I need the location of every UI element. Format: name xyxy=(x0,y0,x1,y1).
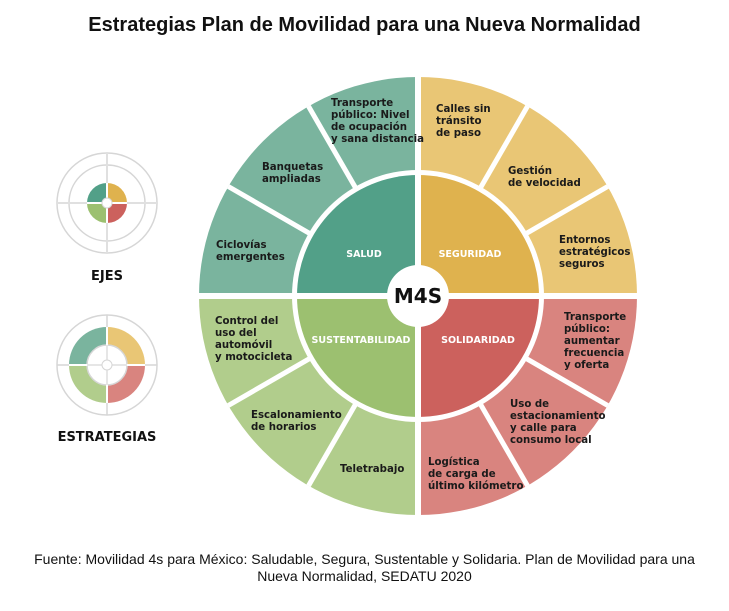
source-footer: Fuente: Movilidad 4s para México: Saludable, Segura, Sustentable y Solidaria. Plan de Movilidad para una Nueva Normalidad, SEDATU 2020 xyxy=(34,551,695,584)
strategy-label-line: público: xyxy=(564,324,610,335)
strategy-label-line: emergentes xyxy=(216,252,285,263)
strategy-label-line: último kilómetro xyxy=(428,481,524,492)
strategy-label-line: consumo local xyxy=(510,435,592,446)
ejes-legend-icon xyxy=(57,153,157,253)
center-label: M4S xyxy=(393,284,443,308)
strategy-label-line: de paso xyxy=(436,128,481,139)
axis-label-seguridad: SEGURIDAD xyxy=(438,249,502,260)
strategy-label-line: Transporte xyxy=(564,312,627,323)
estrategias-center-dot xyxy=(102,360,112,370)
strategy-label-line: Gestión xyxy=(508,166,552,177)
strategy-label-line: Banquetas xyxy=(262,162,324,173)
strategy-label-line: estacionamiento xyxy=(510,411,606,422)
axis-label-salud: SALUD xyxy=(346,249,382,260)
strategy-label-line: tránsito xyxy=(436,116,482,127)
strategy-label-line: Teletrabajo xyxy=(340,464,405,475)
estrategias-label: ESTRATEGIAS xyxy=(57,430,157,445)
strategy-label-line: aumentar xyxy=(564,336,620,347)
page-title: Estrategias Plan de Movilidad para una Nueva Normalidad xyxy=(88,14,641,36)
strategy-label-line: Logística xyxy=(428,457,480,468)
strategy-label-line: y sana distancia xyxy=(331,134,425,145)
strategy-label-line: Uso de xyxy=(510,399,550,410)
strategy-label-line: automóvil xyxy=(215,340,273,351)
axis-label-sustentabilidad: SUSTENTABILIDAD xyxy=(311,335,411,346)
axis-label-solidaridad: SOLIDARIDAD xyxy=(441,335,515,346)
strategy-label-line: estratégicos xyxy=(559,247,631,258)
strategy-label-line: de ocupación xyxy=(331,122,407,133)
estrategias-legend-icon xyxy=(57,315,157,415)
strategy-label-line: Transporte xyxy=(331,98,394,109)
salud-strategy-label-2 xyxy=(262,162,323,185)
strategy-label-line: y oferta xyxy=(564,360,610,371)
ejes-label: EJES xyxy=(91,269,123,284)
strategy-label-line: uso del xyxy=(215,328,257,339)
strategy-label-line: de velocidad xyxy=(508,178,581,189)
strategy-label-line: seguros xyxy=(559,259,605,270)
strategy-label-line: Escalonamiento xyxy=(251,410,342,421)
strategy-label-line: ampliadas xyxy=(262,174,321,185)
strategy-label-line: de horarios xyxy=(251,422,317,433)
strategy-label-line: frecuencia xyxy=(564,348,625,359)
strategy-label-line: Ciclovías xyxy=(216,240,267,251)
strategy-label-line: y calle para xyxy=(510,423,577,434)
strategy-label-line: público: Nivel xyxy=(331,110,410,121)
ejes-center-dot xyxy=(102,198,112,208)
strategy-label-line: de carga de xyxy=(428,469,496,480)
strategy-label-line: y motocicleta xyxy=(215,352,293,363)
sustentabilidad-strategy-label-1 xyxy=(340,464,404,475)
strategy-label-line: Control del xyxy=(215,316,279,327)
strategy-label-line: Entornos xyxy=(559,235,611,246)
strategy-label-line: Calles sin xyxy=(436,104,491,115)
